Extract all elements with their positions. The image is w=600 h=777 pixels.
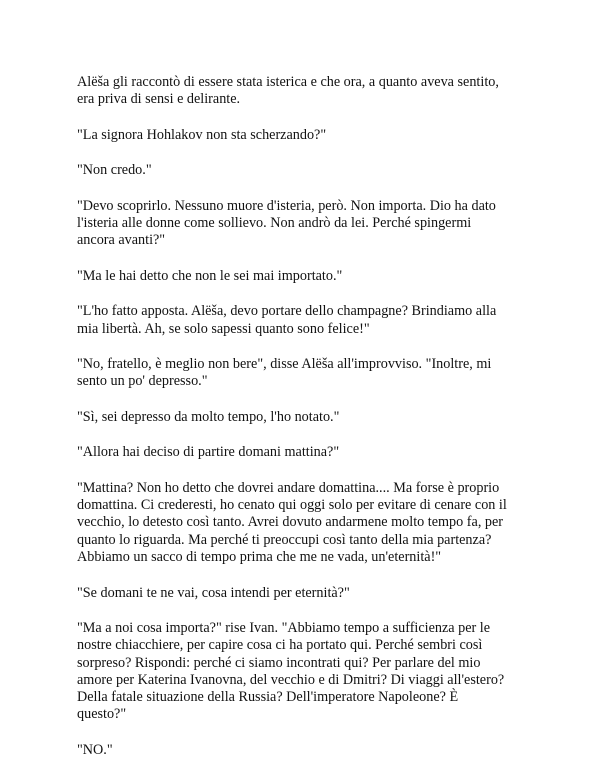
paragraph: "Mattina? Non ho detto che dovrei andare domattina.... Ma forse è proprio domattina. Ci crederesti, ho cenato qui oggi solo per evitare di cenare con il vecchio, lo detesto così tanto. Avrei dovuto andarmene molto tempo fa, per quanto lo riguarda. Ma perché ti preoccupi così tanto della mia partenza? Abbiamo un sacco di tempo prima che me ne vada, un'eternità!" [77, 479, 507, 566]
paragraph: "Sì, sei depresso da molto tempo, l'ho notato." [77, 408, 340, 425]
paragraph: "La signora Hohlakov non sta scherzando?" [77, 126, 327, 143]
paragraph: "Devo scoprirlo. Nessuno muore d'isteria, però. Non importa. Dio ha dato l'isteria alle donne come sollievo. Non andrò da lei. Perché spingermi ancora avanti?" [77, 197, 496, 249]
paragraph: "Ma le hai detto che non le sei mai importato." [77, 267, 343, 284]
paragraph: Alëša gli raccontò di essere stata isterica e che ora, a quanto aveva sentito, era priva di sensi e delirante. [77, 74, 499, 108]
paragraph: "Ma a noi cosa importa?" rise Ivan. "Abbiamo tempo a sufficienza per le nostre chiacchiere, per capire cosa ci ha portato qui. Perché sembri così sorpreso? Rispondi: perché ci siamo incontrati qui? Per parlare del mio amore per Katerina Ivanovna, del vecchio e di Dmitri? Di viaggi all'estero? Della fatale situazione della Russia? Dell'imperatore Napoleone? È questo?" [77, 620, 505, 723]
paragraph: "Non credo." [77, 162, 152, 179]
paragraph: "L'ho fatto apposta. Alëša, devo portare dello champagne? Brindiamo alla mia libertà. Ah, se solo sapessi quanto sono felice!" [77, 303, 497, 337]
paragraph: "NO." [77, 741, 113, 758]
paragraph: "Allora hai deciso di partire domani mattina?" [77, 444, 340, 461]
paragraph: "Se domani te ne vai, cosa intendi per eternità?" [77, 584, 350, 601]
paragraph: "No, fratello, è meglio non bere", disse Alëša all'improvviso. "Inoltre, mi sento un po' depresso." [77, 356, 492, 390]
text-body [77, 74, 537, 777]
